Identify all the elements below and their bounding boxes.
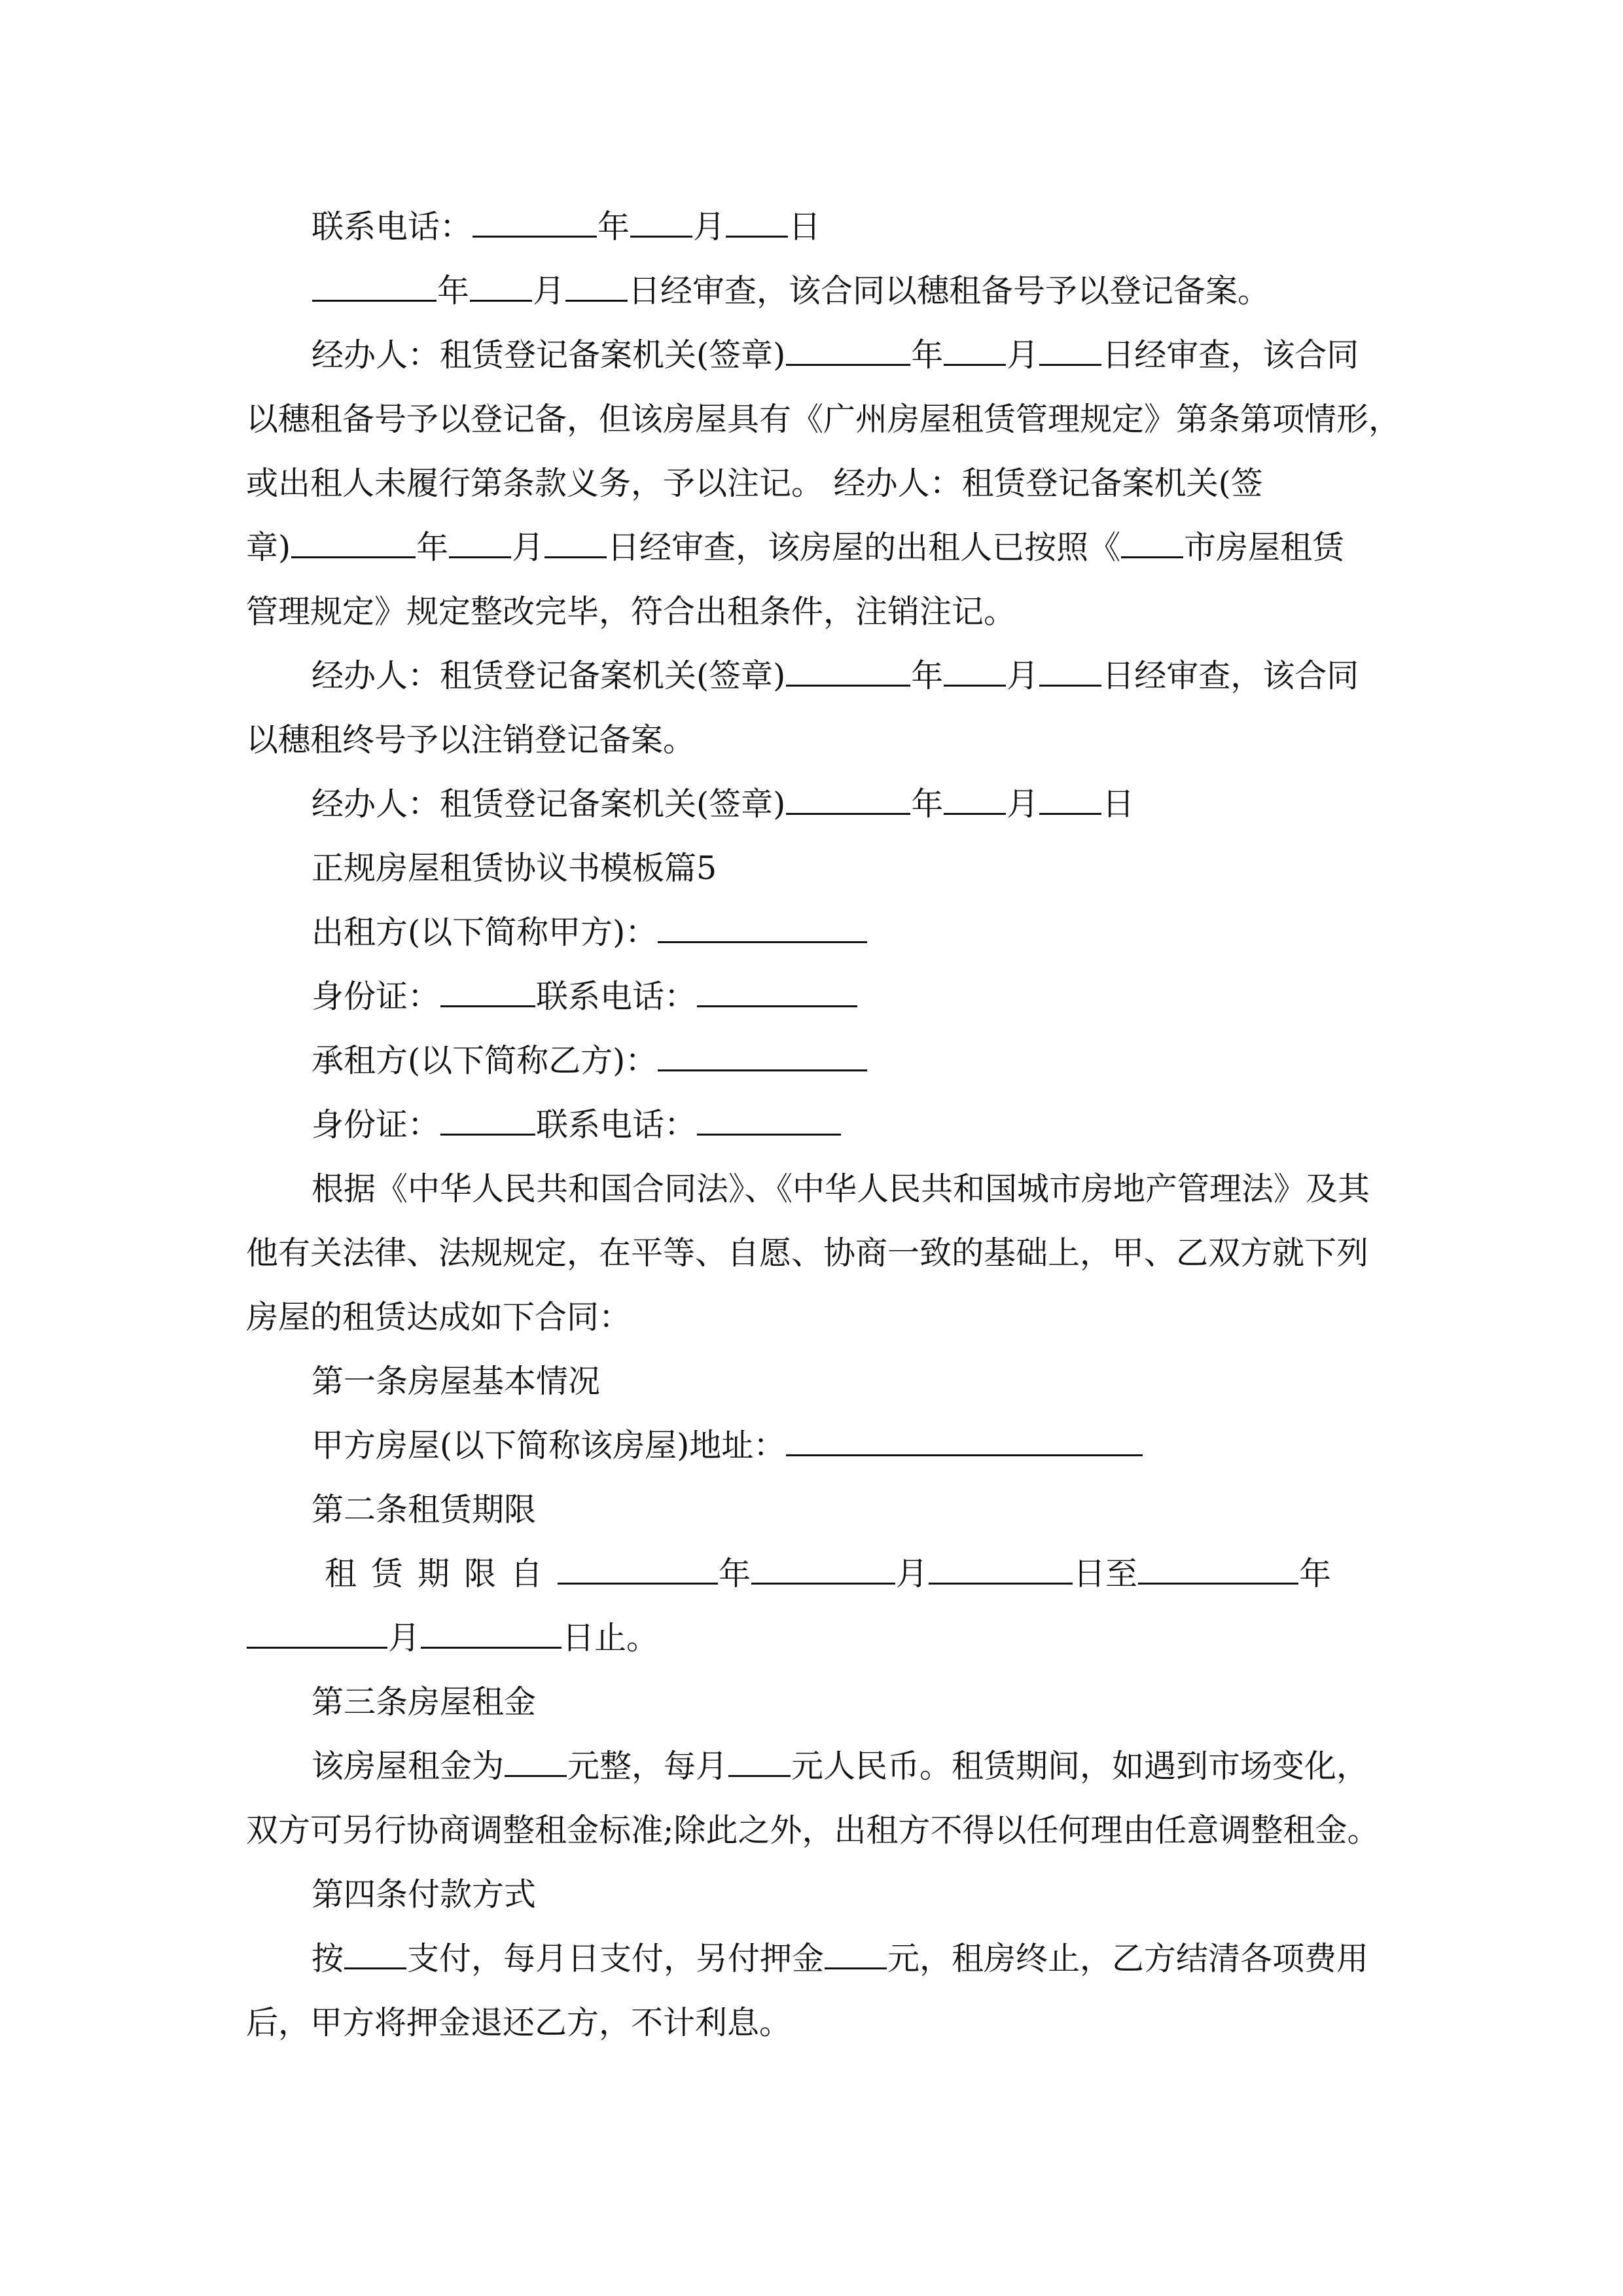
text-segment: 日 <box>1102 785 1135 823</box>
text-segment: 元人民币。租赁期间，如遇到市场变化， <box>791 1748 1369 1785</box>
doc-line <box>246 1808 1380 1854</box>
text-segment: 根据《中华人民共和国合同法》、《中华人民共和国城市房地产管理法》及其 <box>312 1170 1370 1208</box>
text-segment: 他有关法律、法规规定，在平等、自愿、协商一致的基础上，甲、乙双方就下列 <box>246 1234 1369 1272</box>
fill-in-blank <box>825 1939 887 1969</box>
text-segment: 市房屋租赁 <box>1184 529 1345 566</box>
fill-in-blank <box>944 335 1006 366</box>
fill-in-blank <box>658 912 867 943</box>
doc-line <box>312 332 1359 378</box>
fill-in-blank <box>440 977 535 1007</box>
doc-line <box>312 204 821 250</box>
text-segment: 或出租人未履行第条款义务，予以注记。 经办人：租赁登记备案机关(签 <box>246 465 1263 502</box>
fill-in-blank <box>1039 335 1101 366</box>
text-segment: 日经审查，该房屋的出租人已按照《 <box>607 529 1121 566</box>
article-heading <box>312 1872 536 1918</box>
text-segment: 以穗租备号予以登记备，但该房屋具有《广州房屋租赁管理规定》第条第项情形， <box>246 401 1401 438</box>
article-heading <box>312 1679 536 1725</box>
fill-in-blank <box>470 271 532 302</box>
doc-line <box>312 653 1359 699</box>
fill-in-blank <box>505 1746 567 1777</box>
lessee-id-phone-field <box>312 1102 842 1148</box>
text-segment: 第二条租赁期限 <box>312 1491 537 1528</box>
fill-in-blank <box>786 784 910 815</box>
fill-in-blank <box>449 528 511 558</box>
fill-in-blank <box>697 1105 841 1136</box>
text-segment: 年 <box>437 272 470 310</box>
lessee-field <box>312 1038 868 1084</box>
text-segment: 后，甲方将押金退还乙方，不计利息。 <box>246 2004 792 2041</box>
text-segment: 正规房屋租赁协议书模板篇5 <box>312 850 717 887</box>
text-segment: 日经审查，该合同 <box>1102 657 1359 694</box>
text-segment: 年 <box>416 529 449 566</box>
doc-line <box>246 2000 791 2046</box>
text-segment: 承租方(以下简称乙方)： <box>312 1042 658 1079</box>
text-segment: 月 <box>1007 657 1039 694</box>
text-segment: 元，租房终止，乙方结清各项费用 <box>887 1940 1369 1977</box>
text-segment: 章) <box>246 529 291 566</box>
text-segment: 年 <box>1299 1555 1332 1592</box>
text-segment: 年 <box>597 208 630 245</box>
doc-line <box>246 589 1016 635</box>
fill-in-blank <box>421 1618 562 1649</box>
text-segment: 房屋的租赁达成如下合同： <box>246 1299 632 1336</box>
text-segment: 第一条房屋基本情况 <box>312 1363 601 1400</box>
doc-line <box>312 1166 1370 1212</box>
doc-line <box>312 268 1270 314</box>
fill-in-blank <box>558 1554 718 1585</box>
text-segment: 联系电话： <box>312 208 473 245</box>
fill-in-blank <box>473 207 597 238</box>
text-segment: 经办人：租赁登记备案机关(签章) <box>312 336 786 374</box>
doc-line <box>246 397 1400 442</box>
doc-line <box>246 1295 631 1340</box>
fill-in-blank <box>751 1554 895 1585</box>
text-segment: 出租方(以下简称甲方)： <box>312 914 658 951</box>
text-segment: 月 <box>512 529 544 566</box>
fill-in-blank <box>1039 656 1101 687</box>
text-segment: 月 <box>533 272 565 310</box>
text-segment: 月 <box>693 208 726 245</box>
fill-in-blank <box>944 656 1006 687</box>
text-segment: 月 <box>388 1619 421 1657</box>
fill-in-blank <box>929 1554 1073 1585</box>
text-segment: 甲方房屋(以下简称该房屋)地址： <box>312 1427 786 1464</box>
fill-in-blank <box>344 1939 406 1969</box>
lessor-field <box>312 910 868 956</box>
fill-in-blank <box>630 207 692 238</box>
text-segment: 年 <box>911 785 944 823</box>
fill-in-blank <box>786 335 910 366</box>
text-segment: 年 <box>911 336 944 374</box>
text-segment: 经办人：租赁登记备案机关(签章) <box>312 785 786 823</box>
text-segment: 日止。 <box>562 1619 659 1657</box>
doc-line <box>312 781 1134 827</box>
text-segment: 支付，每月日支付，另付押金 <box>407 1940 825 1977</box>
text-segment: 身份证： <box>312 1106 440 1143</box>
text-segment: 联系电话： <box>536 978 697 1015</box>
text-segment: 日经审查，该合同 <box>1102 336 1359 374</box>
text-segment: 第三条房屋租金 <box>312 1683 537 1721</box>
text-segment: 年 <box>719 1555 751 1592</box>
fill-in-blank <box>291 528 416 558</box>
lessor-id-phone-field <box>312 974 858 1020</box>
fill-in-blank <box>697 977 857 1007</box>
text-segment: 按 <box>312 1940 344 1977</box>
fill-in-blank <box>658 1041 867 1071</box>
fill-in-blank <box>786 1426 1143 1456</box>
text-segment: 租赁期限自 <box>325 1555 558 1592</box>
fill-in-blank <box>1121 528 1183 558</box>
text-segment: 元整，每月 <box>567 1748 728 1785</box>
fill-in-blank <box>728 1746 791 1777</box>
fill-in-blank <box>565 271 628 302</box>
fill-in-blank <box>944 784 1006 815</box>
section-heading <box>312 846 717 891</box>
text-segment: 月 <box>1007 336 1039 374</box>
fill-in-blank <box>544 528 607 558</box>
fill-in-blank <box>1138 1554 1298 1585</box>
fill-in-blank <box>726 207 788 238</box>
text-segment: 管理规定》规定整改完毕，符合出租条件，注销注记。 <box>246 593 1016 630</box>
doc-line <box>312 1744 1368 1789</box>
doc-line <box>246 525 1344 571</box>
fill-in-blank <box>247 1618 387 1649</box>
fill-in-blank <box>1039 784 1101 815</box>
fill-in-blank <box>786 656 910 687</box>
text-segment: 日至 <box>1073 1555 1138 1592</box>
text-segment: 年 <box>911 657 944 694</box>
doc-line <box>246 461 1263 507</box>
text-segment: 双方可另行协商调整租金标准;除此之外，出租方不得以任何理由任意调整租金。 <box>246 1812 1380 1849</box>
text-segment: 日 <box>789 208 821 245</box>
text-segment: 月 <box>896 1555 929 1592</box>
article-heading <box>312 1487 536 1533</box>
text-segment: 以穗租终号予以注销登记备案。 <box>246 721 696 759</box>
text-segment: 经办人：租赁登记备案机关(签章) <box>312 657 786 694</box>
fill-in-blank <box>312 271 437 302</box>
lease-term-line <box>325 1551 1331 1597</box>
text-segment: 日经审查，该合同以穗租备号予以登记备案。 <box>628 272 1270 310</box>
article-heading <box>312 1359 600 1405</box>
fill-in-blank <box>440 1105 535 1136</box>
text-segment: 月 <box>1007 785 1039 823</box>
address-field <box>312 1423 1143 1469</box>
doc-line <box>312 1936 1368 1982</box>
text-segment: 身份证： <box>312 978 440 1015</box>
text-segment: 联系电话： <box>536 1106 697 1143</box>
text-segment: 该房屋租金为 <box>312 1748 505 1785</box>
doc-line <box>246 1230 1368 1276</box>
text-segment: 第四条付款方式 <box>312 1876 537 1913</box>
lease-term-line <box>246 1615 658 1661</box>
doc-line <box>246 717 695 763</box>
